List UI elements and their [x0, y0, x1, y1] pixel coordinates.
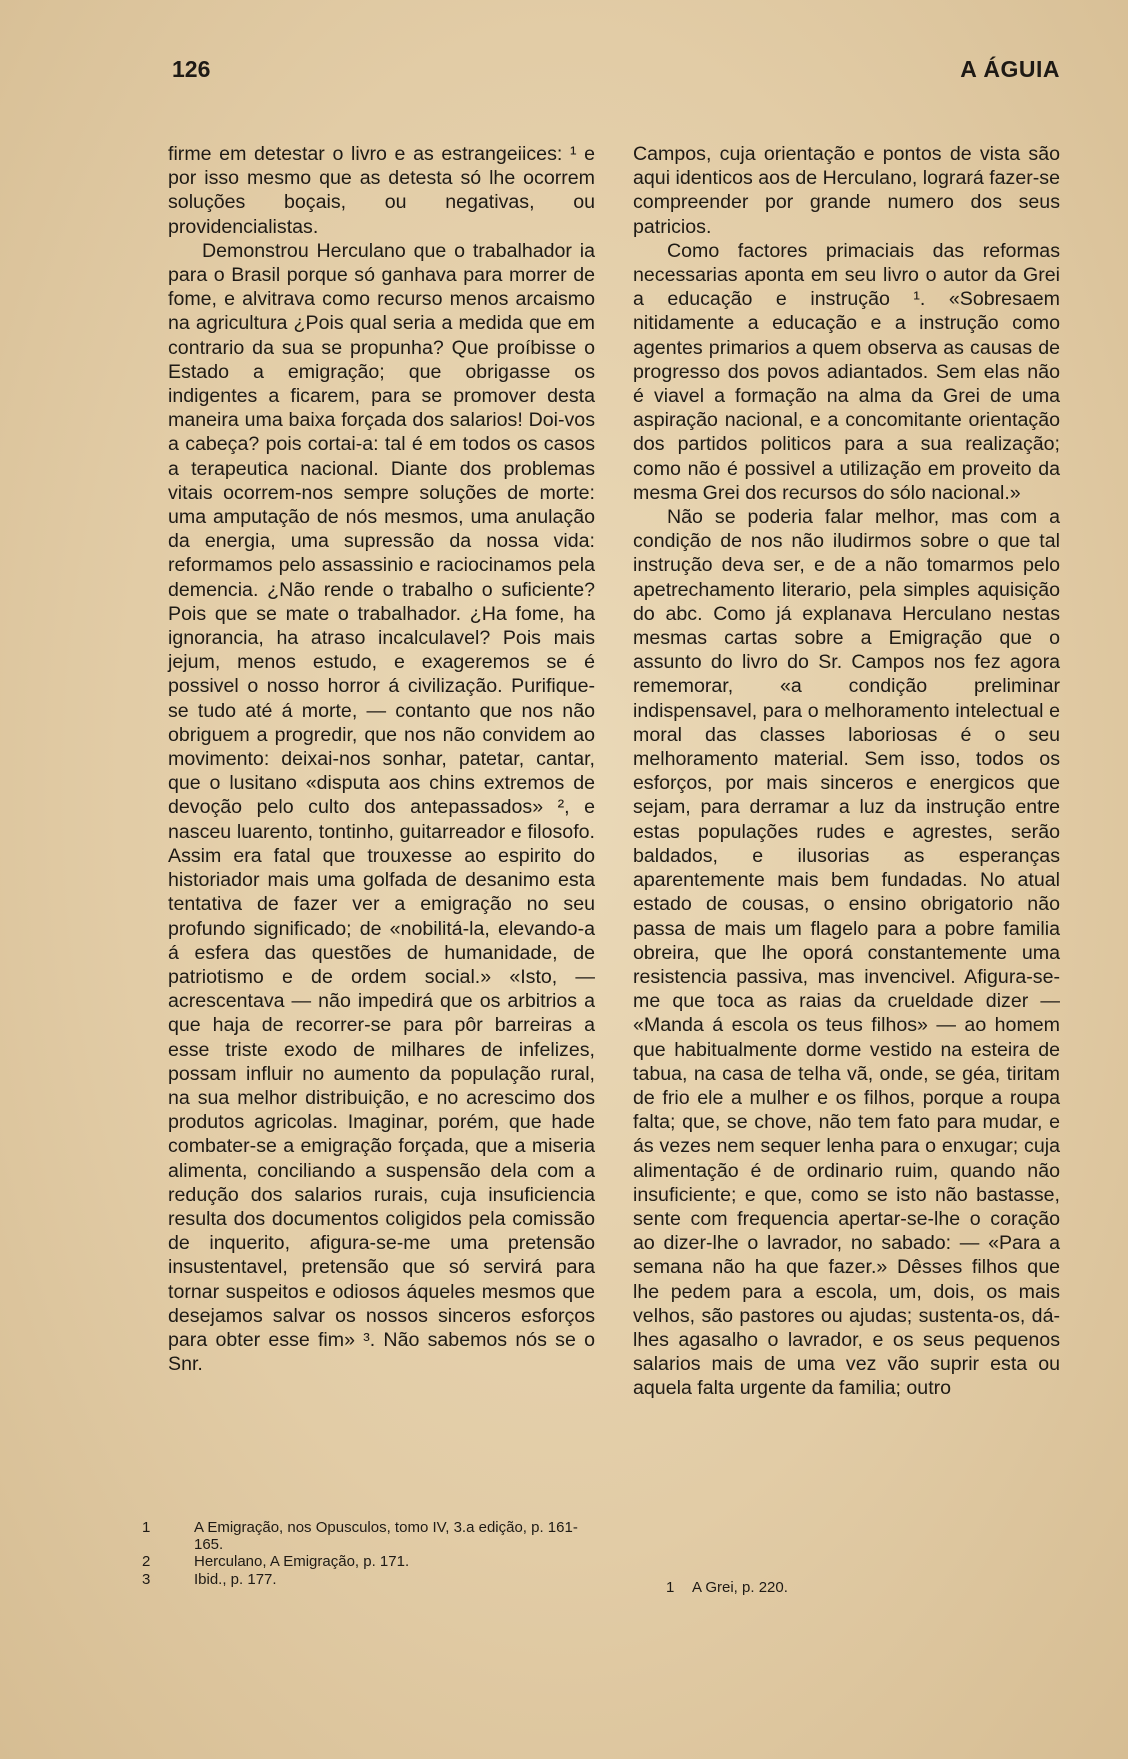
footnote-mark: 3: [142, 1570, 151, 1588]
footnote-text: Ibid., p. 177.: [194, 1570, 277, 1588]
footnote: [666, 1580, 1060, 1597]
footnote-mark: 1: [142, 1519, 151, 1536]
left-paragraph: Demonstrou Herculano que o trabalhador ia para o Brasil porque só ganhava para morrer de fome, e alvitrava como recurso menos arcaismo na agricultura ¿Pois qual seria a medida que em contrario da sua se propunha? Que proíbisse o Estado a emigração; que obrigasse os indigentes a ficarem, para se promover desta maneira uma baixa forçada dos salarios! Doi-vos a cabeça? pois cortai-a: tal é em todos os casos a terapeutica nacional. Diante dos problemas vitais ocorrem-nos sempre soluções de morte: uma amputação de nós mesmos, uma anulação da energia, uma supressão da nossa vida: reformamos pelo assassinio e raciocinamos pela demencia. ¿Não rende o trabalho o suficiente? Pois que se mate o trabalhador. ¿Ha fome, ha ignorancia, ha atraso incalculavel? Pois mais jejum, menos estudo, e exageremos se é possivel o nosso horror á civilização. Purifique-se tudo até á morte, — contanto que nos não obriguem a progredir, que nos não convidem ao movimento: deixai-nos sonhar, patetar, cantar, que o lusitano «disputa aos chins extremos de devoção pelo culto dos antepassados» ², e nasceu luarento, tontinho, guitarreador e filosofo. Assim era fatal que trouxesse ao espirito do historiador mais uma golfada de desanimo esta tentativa de fazer ver a emigração no seu profundo significado; de «nobilitá-la, elevando-a á esfera das questões de humanidade, de patriotismo e de ordem social.» «Isto, — acrescentava — não impedirá que os arbitrios a que haja de recorrer-se para pôr barreiras a esse triste exodo de milhares de infelizes, possam influir no aumento da população rural, na sua melhor distribuição, e no acrescimo dos produtos agricolas. Imaginar, porém, que hade combater-se a emigração forçada, que a miseria alimenta, conciliando a suspensão dela com a redução dos salarios rurais, cuja insuficiencia resulta dos documentos coligidos pela comissão de inquerito, afigura-se-me uma pretensão insustentavel, pretensão que só servirá para tornar suspeitos e odiosos áqueles mesmos que desejamos salvar os nossos sinceros esforços para obter esse fim» ³. Não sabemos nós se o Snr.: [168, 239, 595, 1376]
footnote-text: A Grei, p. 220.: [692, 1579, 788, 1596]
footnote: [142, 1519, 595, 1553]
right-paragraph: Campos, cuja orientação e pontos de vista são aqui identicos aos de Herculano, logrará fazer-se compreender por grande numero dos seus patricios.: [633, 143, 1060, 238]
right-paragraph: Não se poderia falar melhor, mas com a condição de nos não iludirmos sobre o que tal instrução deva ser, e de a não tomarmos pelo apetrechamento literario, pela simples aquisição do abc. Como já explanava Herculano nestas mesmas cartas sobre a Emigração que o assunto do livro do Sr. Campos nos fez agora rememorar, «a condição preliminar indispensavel, para o melhoramento intelectual e moral das classes laboriosas é o seu melhoramento material. Sem isso, todos os esforços, por mais sinceros e energicos que sejam, para derramar a luz da instrução entre estas populações rudes e agrestes, serão baldados, e ilusorias as esperanças aparentemente mais bem fundadas. No atual estado de cousas, o ensino obrigatorio não passa de mais um flagelo para a pobre familia obreira, que lhe oporá constantemente uma resistencia passiva, mas invencivel. Afigura-se-me que toca as raias da crueldade dizer — «Manda á escola os teus filhos» — ao homem que habitualmente dorme vestido na esteira de tabua, na casa de telha vã, onde, se géa, tiritam de frio ele a mulher e os filhos, porque a roupa falta; que, se chove, não tem fato para mudar, e ás vezes nem sequer lenha para o enxugar; cuja alimentação é de ordinario ruim, quando não insuficiente; e que, como se isto não bastasse, sente com frequencia apertar-se-lhe o coração ao dizer-lhe o lavrador, no sabado: — «Para a semana não ha que fazer.» Dêsses filhos que lhe pedem para a escola, um, dois, os mais velhos, são pastores ou ajudas; sustenta-os, dá-lhes agasalho o lavrador, e os seus pequenos salarios mais de uma vez vão suprir esta ou aquela falta urgente da familia; outro: [633, 506, 1060, 1400]
footnote-text: A Emigração, nos Opusculos, tomo IV, 3.a edição, p. 161-165.: [194, 1519, 578, 1553]
footnote-mark: 2: [142, 1553, 151, 1570]
left-column: [168, 142, 595, 1376]
footnote: [142, 1570, 595, 1589]
page-header: [172, 56, 1060, 92]
running-head: A ÁGUIA: [960, 56, 1060, 82]
left-paragraph: firme em detestar o livro e as estrangeiices: ¹ e por isso mesmo que as detesta só lhe ocorrem soluções boçais, ou negativas, ou providencialistas.: [168, 143, 595, 238]
right-paragraph: Como factores primaciais das reformas necessarias aponta em seu livro o autor da Grei a educação e instrução ¹. «Sobresaem nitidamente a educação e a instrução como agentes primarios a quem observa as causas de progresso dos povos adiantados. Sem elas não é viavel a formação na alma da Grei de uma aspiração nacional, e a concomitante orientação dos partidos politicos para a sua realização; como não é possivel a utilização em proveito da mesma Grei dos recursos do sólo nacional.»: [633, 239, 1060, 504]
footnote: [142, 1553, 595, 1571]
right-column: [633, 142, 1060, 1401]
page-number: 126: [172, 56, 211, 82]
footnote-mark: 1: [666, 1579, 675, 1596]
footnotes-left: [142, 1519, 595, 1589]
footnotes-right: [666, 1580, 1060, 1598]
footnote-text: Herculano, A Emigração, p. 171.: [194, 1553, 410, 1570]
